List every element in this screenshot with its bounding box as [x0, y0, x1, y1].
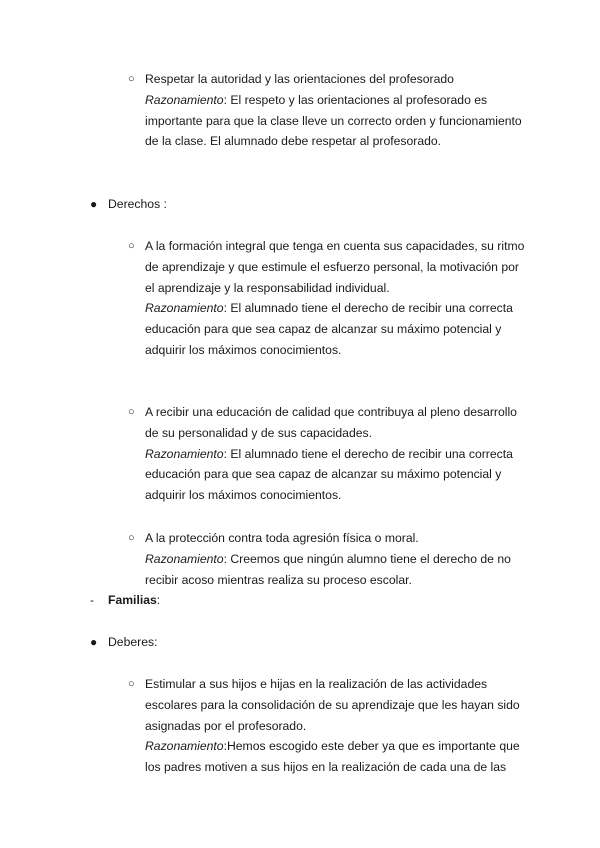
reason-text: : El alumnado tiene el derecho de recibir una correcta — [223, 301, 513, 316]
reason-line: recibir acoso mientras realiza su proceso escolar. — [145, 572, 412, 587]
reason-line: adquirir los máximos conocimientos. — [145, 488, 342, 503]
dot-bullet: ● — [90, 197, 98, 211]
familias-colon: : — [156, 593, 161, 607]
item-line: escolares para la consolidación de su aprendizaje que les hayan sido — [145, 697, 520, 712]
reason-line: importante para que la clase lleve un correcto orden y funcionamiento — [145, 113, 522, 128]
reason-text: : Creemos que ningún alumno tiene el derecho de no — [223, 551, 511, 566]
item-line: asignadas por el profesorado. — [145, 718, 307, 733]
hollow-bullet: ○ — [128, 678, 135, 690]
item-line: A la formación integral que tenga en cuenta sus capacidades, su ritmo — [145, 239, 525, 253]
reason-label: Razonamiento — [145, 446, 224, 461]
reason-label: Razonamiento — [145, 739, 224, 754]
hollow-bullet: ○ — [128, 532, 135, 544]
reason-label: Razonamiento — [145, 92, 224, 107]
reason-label: Razonamiento — [145, 551, 224, 566]
reason-text: : El respeto y las orientaciones al profesorado es — [223, 92, 488, 107]
reason-line — [145, 298, 525, 319]
reason-line: los padres motiven a sus hijos en la realización de cada una de las — [145, 760, 507, 775]
reason-line — [145, 90, 525, 111]
item-deber-1 — [145, 674, 525, 778]
hollow-bullet: ○ — [128, 73, 135, 85]
reason-line — [145, 444, 525, 465]
familias-label: Familias — [108, 593, 157, 607]
reason-line: de la clase. El alumnado debe respetar al profesorado. — [145, 134, 442, 149]
item-derecho-3 — [145, 528, 525, 590]
reason-text: : El alumnado tiene el derecho de recibir una correcta — [223, 446, 513, 461]
hollow-bullet: ○ — [128, 406, 135, 418]
familias-heading — [108, 590, 160, 611]
item-line: de su personalidad y de sus capacidades. — [145, 425, 372, 440]
item-line: el aprendizaje y la responsabilidad individual. — [145, 280, 390, 295]
item-line: de aprendizaje y que estimule el esfuerzo personal, la motivación por — [145, 259, 519, 274]
dash-bullet: - — [90, 593, 95, 607]
reason-label: Razonamiento — [145, 301, 224, 316]
reason-text: :Hemos escogido este deber ya que es importante que — [223, 739, 520, 754]
item-derecho-1 — [145, 236, 525, 361]
item-respetar — [145, 69, 525, 152]
item-line: A recibir una educación de calidad que contribuya al pleno desarrollo — [145, 405, 517, 419]
item-line: A la protección contra toda agresión física o moral. — [145, 531, 419, 545]
reason-line: educación para que sea capaz de alcanzar su máximo potencial y — [145, 322, 502, 337]
item-line: Respetar la autoridad y las orientaciones del profesorado — [145, 72, 454, 86]
reason-line — [145, 736, 525, 757]
item-line: Estimular a sus hijos e hijas en la realización de las actividades — [145, 677, 488, 691]
dot-bullet: ● — [90, 635, 98, 649]
hollow-bullet: ○ — [128, 240, 135, 252]
reason-line: educación para que sea capaz de alcanzar su máximo potencial y — [145, 467, 502, 482]
deberes-heading: Deberes: — [108, 635, 158, 649]
derechos-heading: Derechos : — [108, 197, 167, 211]
reason-line — [145, 549, 525, 570]
reason-line: adquirir los máximos conocimientos. — [145, 342, 342, 357]
item-derecho-2 — [145, 402, 525, 506]
